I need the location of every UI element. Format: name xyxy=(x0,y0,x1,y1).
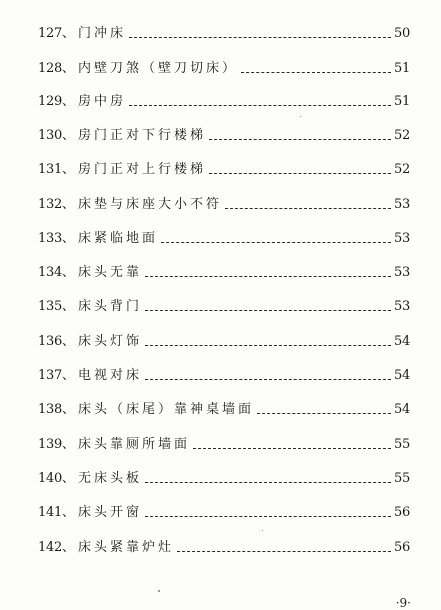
toc-entry xyxy=(38,366,410,386)
entry-title: 房门正对上行楼梯 xyxy=(78,162,207,177)
entry-page: 53 xyxy=(394,299,410,314)
entry-page: 54 xyxy=(394,334,410,349)
entry-title: 门冲床 xyxy=(78,26,127,41)
entry-title: 房门正对下行楼梯 xyxy=(78,128,207,143)
dot-leader xyxy=(193,448,391,449)
entry-page: 54 xyxy=(394,368,410,383)
entry-number: 134、 xyxy=(38,265,75,280)
dot-leader xyxy=(145,516,391,517)
entry-page: 52 xyxy=(394,128,410,143)
dot-leader xyxy=(145,482,391,483)
entry-number: 133、 xyxy=(38,231,75,246)
entry-page: 53 xyxy=(394,197,410,212)
scan-speck xyxy=(300,116,301,117)
entry-number: 129、 xyxy=(38,94,75,109)
toc-entry xyxy=(38,435,410,455)
entry-number: 141、 xyxy=(38,505,75,520)
dot-leader xyxy=(161,242,391,243)
entry-page: 52 xyxy=(394,162,410,177)
dot-leader xyxy=(145,379,391,380)
dot-leader xyxy=(129,105,391,106)
entry-page: 50 xyxy=(394,26,410,41)
entry-number: 137、 xyxy=(38,368,75,383)
dot-leader xyxy=(209,139,391,140)
dot-leader xyxy=(177,551,391,552)
entry-page: 55 xyxy=(394,437,410,452)
entry-title: 床头无靠 xyxy=(78,265,143,280)
scan-speck xyxy=(158,590,160,592)
entry-page: 53 xyxy=(394,231,410,246)
entry-number: 130、 xyxy=(38,128,75,143)
entry-page: 51 xyxy=(394,94,410,109)
dot-leader xyxy=(241,72,391,73)
entry-title: 房中房 xyxy=(78,94,127,109)
entry-number: 138、 xyxy=(38,402,75,417)
toc-entry xyxy=(38,59,410,79)
dot-leader xyxy=(209,173,391,174)
toc-entry xyxy=(38,195,410,215)
entry-page: 53 xyxy=(394,265,410,280)
entry-title: 电视对床 xyxy=(78,368,143,383)
toc-entry xyxy=(38,92,410,112)
entry-number: 142、 xyxy=(38,540,75,555)
entry-page: 55 xyxy=(394,471,410,486)
toc-entry xyxy=(38,24,410,44)
entry-page: 56 xyxy=(394,540,410,555)
entry-title: 无床头板 xyxy=(78,471,143,486)
entry-title: 床垫与床座大小不符 xyxy=(78,197,223,212)
entry-page: 56 xyxy=(394,505,410,520)
entry-number: 140、 xyxy=(38,471,75,486)
entry-title: 床头紧靠炉灶 xyxy=(78,540,175,555)
page-folio: ·9· xyxy=(395,596,411,610)
toc-entry xyxy=(38,469,410,489)
toc-entry xyxy=(38,160,410,180)
dot-leader xyxy=(145,310,391,311)
entry-title: 床头（床尾）靠神桌墙面 xyxy=(78,402,255,417)
entry-title: 床头灯饰 xyxy=(78,334,143,349)
entry-number: 127、 xyxy=(38,26,75,41)
entry-number: 139、 xyxy=(38,437,75,452)
toc-entry xyxy=(38,400,410,420)
entry-page: 51 xyxy=(394,61,410,76)
dot-leader xyxy=(145,276,391,277)
entry-page: 54 xyxy=(394,402,410,417)
entry-title: 床头靠厕所墙面 xyxy=(78,437,191,452)
toc-entry xyxy=(38,503,410,523)
dot-leader xyxy=(129,37,391,38)
toc-entry xyxy=(38,332,410,352)
toc-entry xyxy=(38,229,410,249)
entry-title: 床紧临地面 xyxy=(78,231,159,246)
entry-number: 131、 xyxy=(38,162,75,177)
toc-entry xyxy=(38,263,410,283)
dot-leader xyxy=(257,413,391,414)
toc-entry xyxy=(38,538,410,558)
entry-title: 床头背门 xyxy=(78,299,143,314)
entry-number: 135、 xyxy=(38,299,75,314)
dot-leader xyxy=(225,208,391,209)
entry-number: 128、 xyxy=(38,61,75,76)
toc-entry xyxy=(38,126,410,146)
toc-entry xyxy=(38,297,410,317)
entry-title: 床头开窗 xyxy=(78,505,143,520)
dot-leader xyxy=(145,345,391,346)
entry-number: 136、 xyxy=(38,334,75,349)
scan-speck xyxy=(262,530,263,531)
entry-number: 132、 xyxy=(38,197,75,212)
entry-title: 内壁刀煞（壁刀切床） xyxy=(78,61,239,76)
